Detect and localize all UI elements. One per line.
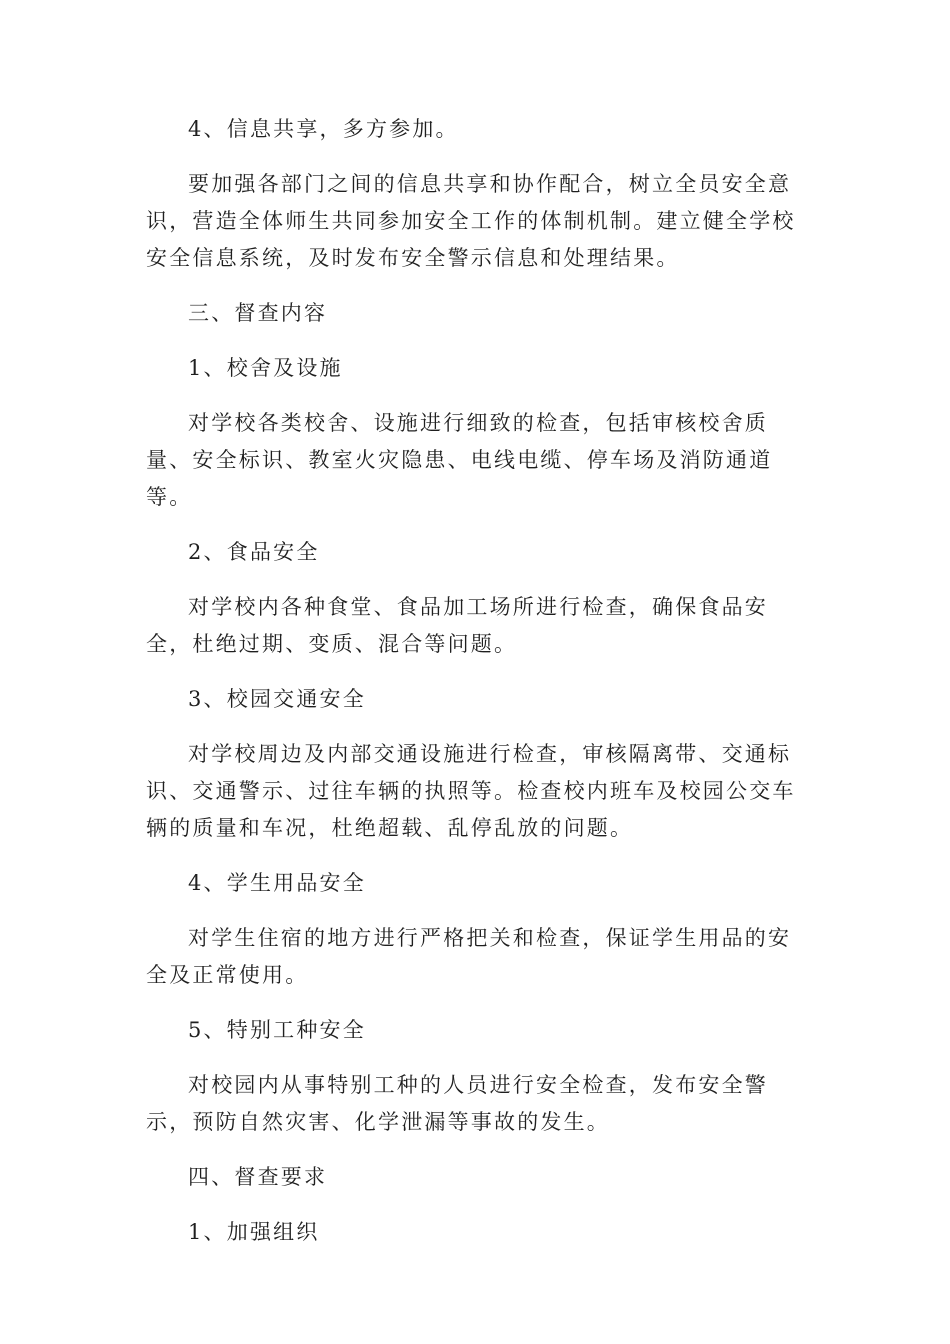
paragraph: 对学校各类校舍、设施进行细致的检查，包括审核校舍质量、安全标识、教室火灾隐患、电线电缆、停车场及消防通道等。 xyxy=(146,411,773,509)
paragraph: 对学校内各种食堂、食品加工场所进行检查，确保食品安全，杜绝过期、变质、混合等问题。 xyxy=(146,595,768,656)
section-heading: 2、食品安全 xyxy=(188,540,320,564)
section-heading: 四、督查要求 xyxy=(188,1165,328,1189)
section-heading: 3、校园交通安全 xyxy=(188,687,366,711)
section-heading: 5、特别工种安全 xyxy=(188,1018,366,1042)
section-heading: 三、督查内容 xyxy=(188,301,328,325)
paragraph: 对学生住宿的地方进行严格把关和检查，保证学生用品的安全及正常使用。 xyxy=(146,926,792,987)
section-heading: 4、学生用品安全 xyxy=(188,871,366,895)
paragraph: 对校园内从事特别工种的人员进行安全检查，发布安全警示，预防自然灾害、化学泄漏等事故的发生。 xyxy=(146,1073,768,1134)
section-heading: 1、校舍及设施 xyxy=(188,356,343,380)
paragraph: 对学校周边及内部交通设施进行检查，审核隔离带、交通标识、交通警示、过往车辆的执照等。检查校内班车及校园公交车辆的质量和车况，杜绝超载、乱停乱放的问题。 xyxy=(146,742,796,840)
section-heading: 1、加强组织 xyxy=(188,1220,320,1244)
section-heading: 4、信息共享，多方参加。 xyxy=(188,117,459,141)
document-body xyxy=(146,111,806,1269)
paragraph: 要加强各部门之间的信息共享和协作配合，树立全员安全意识，营造全体师生共同参加安全工作的体制机制。建立健全学校安全信息系统，及时发布安全警示信息和处理结果。 xyxy=(146,172,796,270)
